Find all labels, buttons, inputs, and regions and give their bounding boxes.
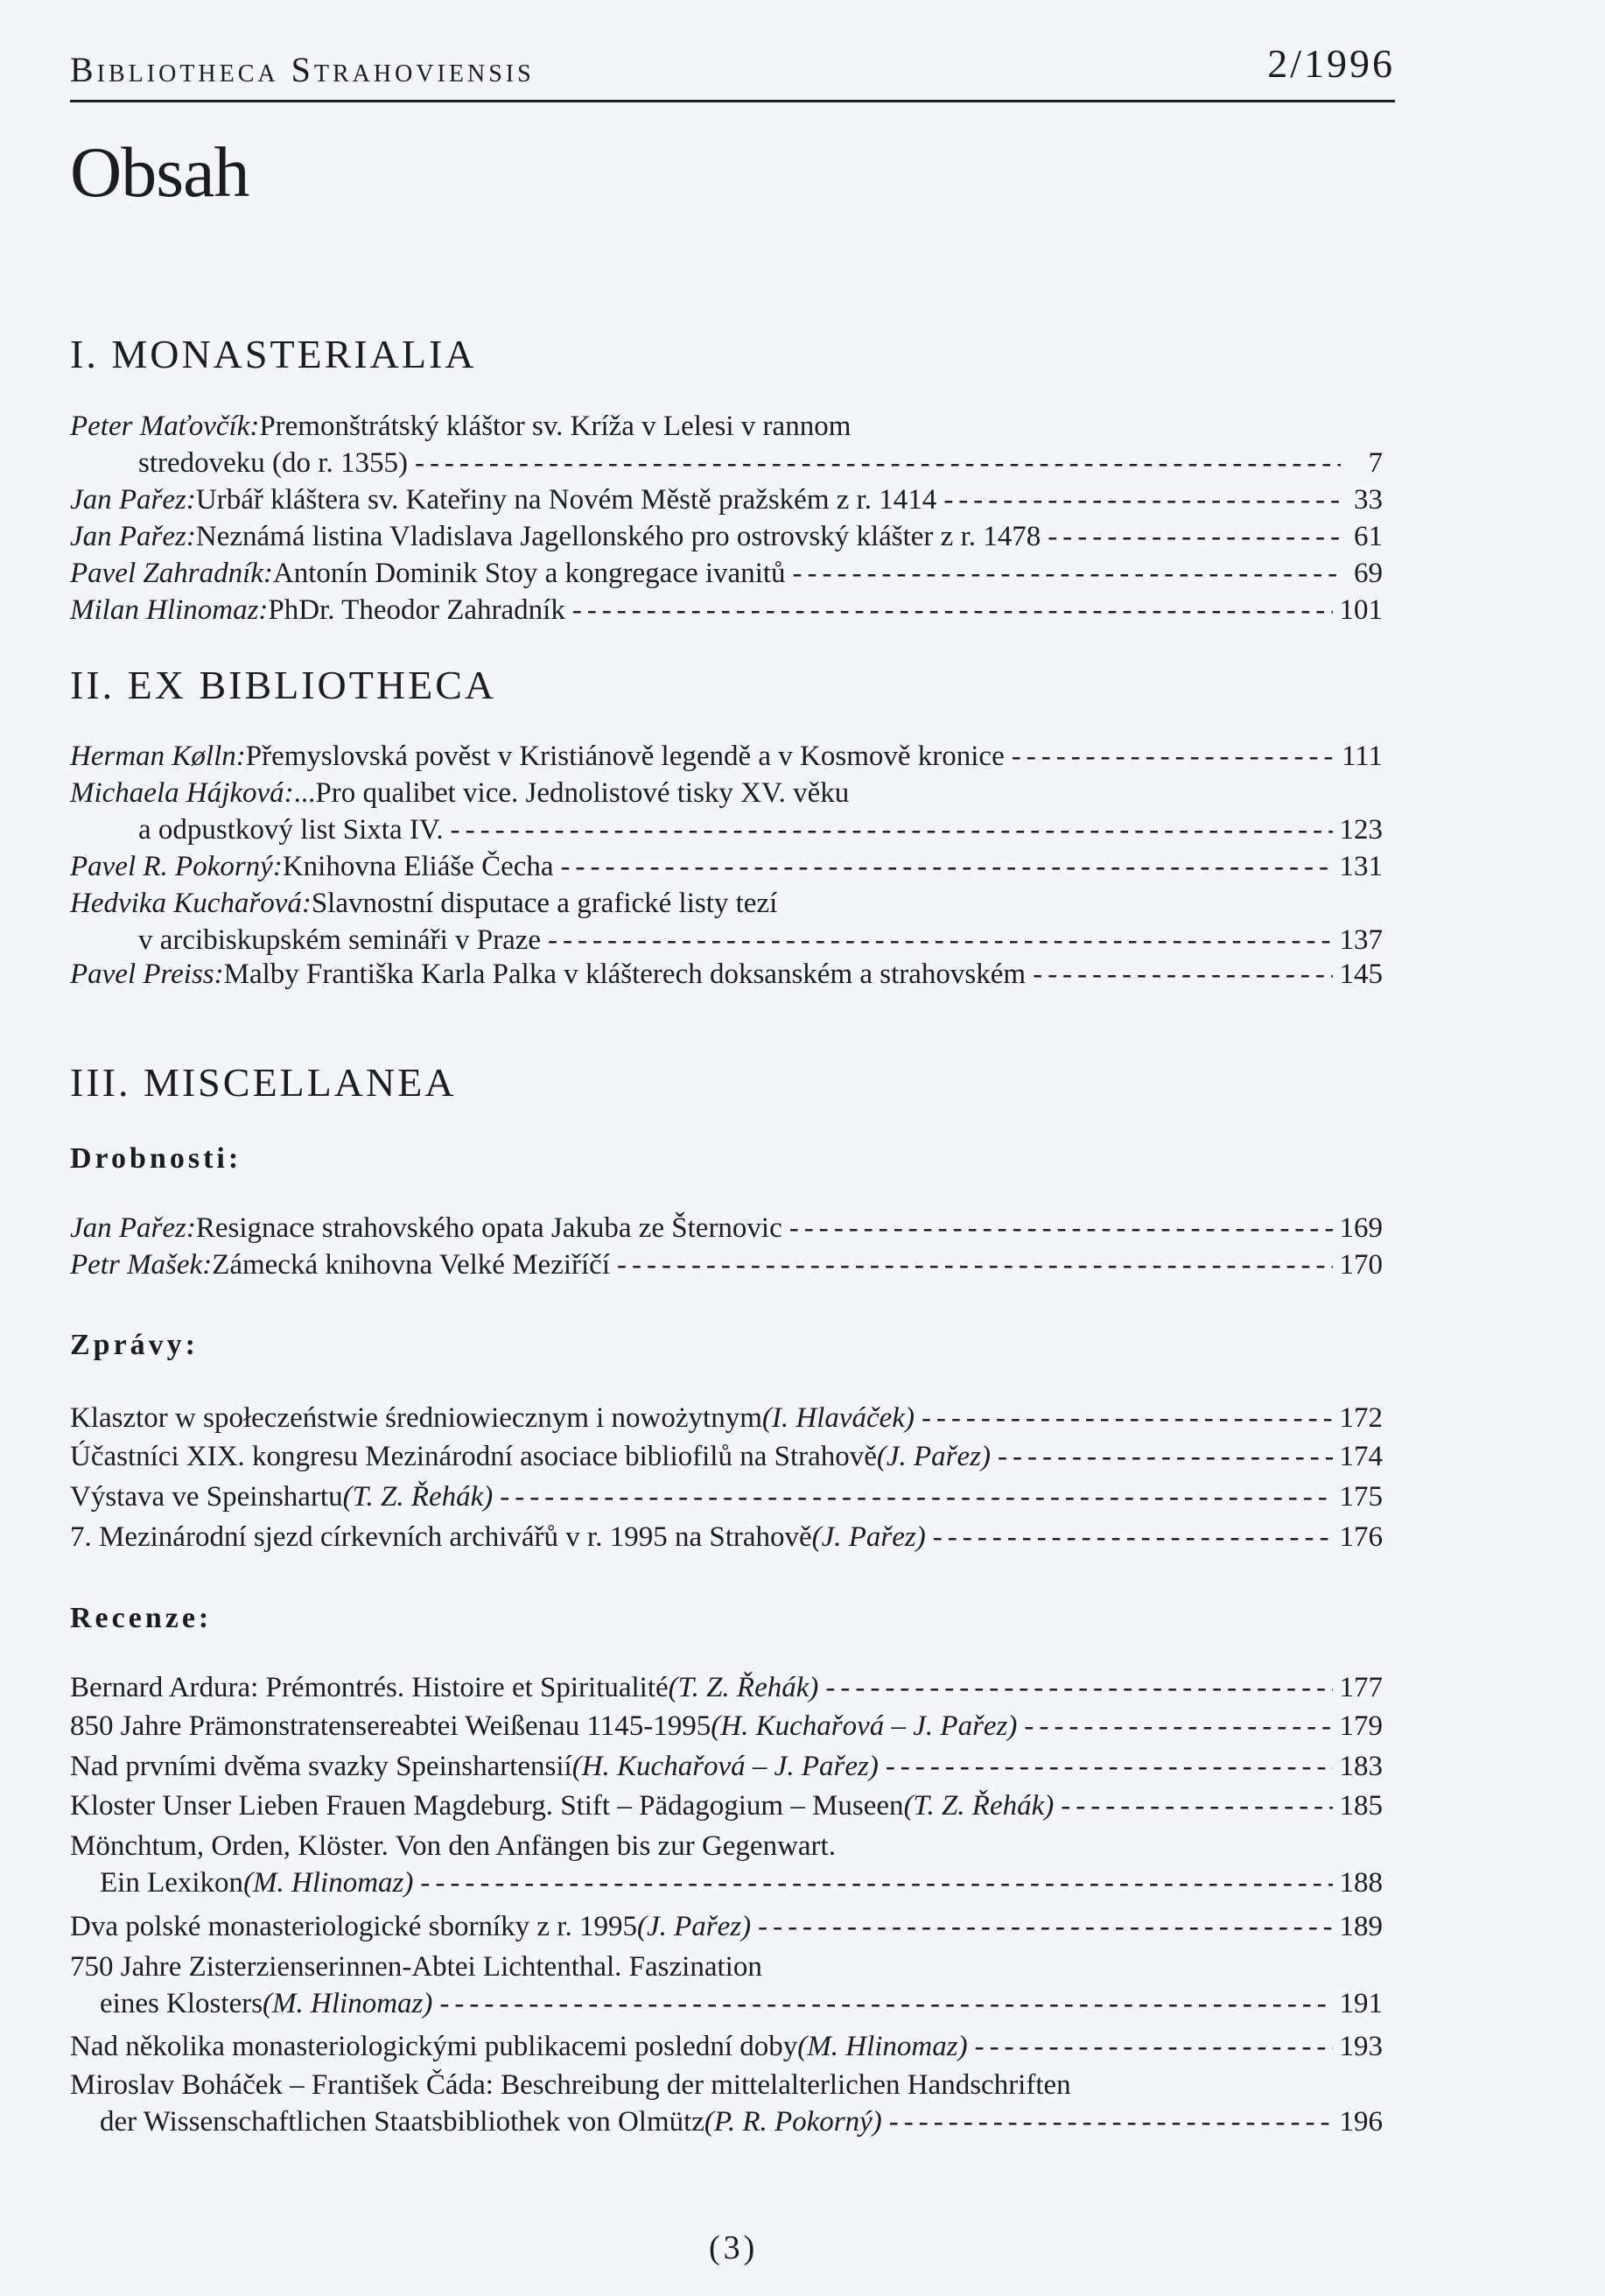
toc-entry xyxy=(70,2028,1383,2065)
entry-title: Knihovna Eliáše Čecha xyxy=(282,851,554,882)
entry-page: 196 xyxy=(1339,2106,1383,2138)
entry-title: Dva polské monasteriologické sborníky z r. 1995 xyxy=(70,1911,637,1942)
entry-author: Jan Pařez: xyxy=(70,484,196,516)
entry-author: Peter Maťovčík: xyxy=(70,411,260,442)
toc-entry xyxy=(70,1669,1383,1706)
entry-page: 7 xyxy=(1368,447,1383,479)
entry-title: Slavnostní disputace a grafické listy tezí xyxy=(311,888,778,919)
toc-entry xyxy=(70,592,1383,628)
entry-reviewer: (T. Z. Řehák) xyxy=(903,1790,1055,1822)
toc-entry xyxy=(70,1787,1383,1824)
toc-entry xyxy=(70,848,1383,885)
entry-title: Kloster Unser Lieben Frauen Magdeburg. Stift – Pädagogium – Museen xyxy=(70,1790,904,1822)
entry-page: 175 xyxy=(1339,1481,1383,1513)
entry-page: 111 xyxy=(1341,741,1383,772)
toc-entry xyxy=(70,2067,1383,2140)
entry-page: 137 xyxy=(1339,924,1383,956)
entry-author: Herman Kølln: xyxy=(70,741,246,772)
dot-leader xyxy=(572,592,1333,628)
dot-leader xyxy=(1012,738,1335,775)
toc-entry xyxy=(70,1246,1383,1283)
entry-reviewer: (J. Pařez) xyxy=(811,1521,926,1553)
entry-author: Hedvika Kuchařová: xyxy=(70,888,312,919)
toc-entry xyxy=(70,1210,1383,1246)
entry-author: Milan Hlinomaz: xyxy=(70,594,269,626)
issue-number: 2/1996 xyxy=(1267,41,1395,86)
entry-author: Jan Pařez: xyxy=(70,521,196,552)
entry-reviewer: (J. Pařez) xyxy=(876,1441,992,1472)
dot-leader xyxy=(500,1478,1332,1515)
entry-title: ...Pro qualibet vice. Jednolistové tisky XV. věku xyxy=(293,777,850,809)
dot-leader xyxy=(793,555,1341,592)
subsection-heading-zpravy: Zprávy: xyxy=(70,1329,199,1361)
toc-entry xyxy=(70,1478,1383,1515)
entry-title: Zámecká knihovna Velké Meziříčí xyxy=(212,1249,610,1281)
dot-leader xyxy=(889,2103,1333,2140)
entry-title: Bernard Ardura: Prémontrés. Histoire et Spiritualité xyxy=(70,1672,669,1703)
entry-author: Jan Pařez: xyxy=(70,1212,196,1244)
section-heading-miscellanea: III. MISCELLANEA xyxy=(70,1060,457,1105)
toc-entry xyxy=(70,518,1383,555)
dot-leader xyxy=(789,1210,1333,1246)
toc-entry xyxy=(70,1708,1383,1745)
subsection-heading-recenze: Recenze: xyxy=(70,1602,213,1634)
dot-leader xyxy=(1024,1708,1332,1745)
entry-reviewer: (H. Kuchařová – J. Pařez) xyxy=(571,1751,879,1782)
entry-reviewer: (M. Hlinomaz) xyxy=(263,1988,433,2019)
dot-leader xyxy=(933,1519,1333,1555)
entry-reviewer: (M. Hlinomaz) xyxy=(797,2031,968,2062)
entry-page: 193 xyxy=(1339,2031,1383,2062)
toc-entry xyxy=(70,1748,1383,1785)
entry-title-cont: v arcibiskupském semináři v Praze xyxy=(138,924,542,956)
entry-author: Pavel Zahradník: xyxy=(70,558,273,589)
entry-title-cont: der Wissenschaftlichen Staatsbibliothek von Olmütz xyxy=(100,2106,704,2138)
entry-title: 850 Jahre Prämonstratensereabtei Weißenau 1145-1995 xyxy=(70,1710,711,1742)
dot-leader xyxy=(886,1748,1333,1785)
entry-title: 750 Jahre Zisterzienserinnen-Abtei Lichtenthal. Faszination xyxy=(70,1951,762,1983)
entry-title: Resignace strahovského opata Jakuba ze Šternovic xyxy=(195,1212,782,1244)
entry-author: Michaela Hájková: xyxy=(70,777,294,809)
dot-leader xyxy=(420,1864,1332,1901)
dot-leader xyxy=(617,1246,1333,1283)
subsection-heading-drobnosti: Drobnosti: xyxy=(70,1142,242,1175)
entry-title: 7. Mezinárodní sjezd církevních archivářů v r. 1995 na Strahově xyxy=(70,1521,812,1553)
dot-leader xyxy=(943,481,1341,518)
toc-entry xyxy=(70,1948,1383,2022)
dot-leader xyxy=(1048,518,1341,555)
entry-reviewer: (T. Z. Řehák) xyxy=(668,1672,819,1703)
dot-leader xyxy=(439,1985,1332,2022)
entry-page: 172 xyxy=(1339,1402,1383,1434)
page-title: Obsah xyxy=(70,132,249,212)
entry-title: Přemyslovská pověst v Kristiánově legendě a v Kosmově kronice xyxy=(245,741,1005,772)
toc-entry xyxy=(70,1438,1383,1475)
dot-leader xyxy=(998,1438,1332,1475)
dot-leader xyxy=(1061,1787,1332,1824)
toc-entry xyxy=(70,738,1383,775)
entry-reviewer: (H. Kuchařová – J. Pařez) xyxy=(711,1710,1018,1742)
toc-entry xyxy=(70,555,1383,592)
toc-entry xyxy=(70,408,1383,481)
dot-leader xyxy=(561,848,1333,885)
dot-leader xyxy=(922,1400,1333,1436)
entry-page: 101 xyxy=(1339,594,1383,626)
entry-page: 170 xyxy=(1339,1249,1383,1281)
dot-leader xyxy=(825,1669,1332,1706)
toc-entry xyxy=(70,481,1383,518)
entry-page: 179 xyxy=(1339,1710,1383,1742)
entry-title-cont: eines Klosters xyxy=(100,1988,263,2019)
entry-page: 61 xyxy=(1354,521,1383,552)
dot-leader xyxy=(451,811,1333,848)
entry-title: Miroslav Boháček – František Čáda: Beschreibung der mittelalterlichen Handschriften xyxy=(70,2069,1071,2101)
toc-entry xyxy=(70,885,1383,958)
entry-title: Klasztor w społeczeństwie średniowiecznym i nowożytnym xyxy=(70,1402,762,1434)
entry-author: Pavel R. Pokorný: xyxy=(70,851,283,882)
entry-reviewer: (I. Hlaváček) xyxy=(761,1402,915,1434)
entry-title-cont: stredoveku (do r. 1355) xyxy=(138,447,408,479)
entry-page: 33 xyxy=(1354,484,1383,516)
entry-author: Pavel Preiss: xyxy=(70,958,224,990)
entry-title: Antonín Dominik Stoy a kongregace ivanitů xyxy=(272,558,786,589)
entry-reviewer: (M. Hlinomaz) xyxy=(243,1867,414,1899)
entry-reviewer: (T. Z. Řehák) xyxy=(342,1481,494,1513)
entry-page: 177 xyxy=(1339,1672,1383,1703)
entry-title: Mönchtum, Orden, Klöster. Von den Anfängen bis zur Gegenwart. xyxy=(70,1830,836,1862)
toc-entry xyxy=(70,1828,1383,1901)
entry-title: PhDr. Theodor Zahradník xyxy=(268,594,565,626)
section-heading-ex-bibliotheca: II. EX BIBLIOTHECA xyxy=(70,663,497,707)
entry-author: Petr Mašek: xyxy=(70,1249,213,1281)
entry-title: Nad několika monasteriologickými publikacemi poslední doby xyxy=(70,2031,798,2062)
dot-leader xyxy=(975,2028,1333,2065)
toc-entry xyxy=(70,775,1383,848)
section-heading-monasterialia: I. MONASTERIALIA xyxy=(70,332,477,376)
entry-page: 174 xyxy=(1339,1441,1383,1472)
entry-title-cont: Ein Lexikon xyxy=(100,1867,244,1899)
entry-title-cont: a odpustkový list Sixta IV. xyxy=(138,814,444,846)
entry-title: Účastníci XIX. kongresu Mezinárodní asociace bibliofilů na Strahově xyxy=(70,1441,877,1472)
entry-page: 169 xyxy=(1339,1212,1383,1244)
running-header xyxy=(70,33,1395,102)
entry-page: 191 xyxy=(1339,1988,1383,2019)
entry-page: 183 xyxy=(1339,1751,1383,1782)
entry-title: Premonštrátský kláštor sv. Kríža v Lelesi v rannom xyxy=(259,411,852,442)
dot-leader xyxy=(415,445,1341,481)
entry-page: 188 xyxy=(1339,1867,1383,1899)
entry-page: 185 xyxy=(1339,1790,1383,1822)
entry-page: 131 xyxy=(1339,851,1383,882)
journal-title: Bibliotheca Strahoviensis xyxy=(70,50,535,89)
entry-title: Neznámá listina Vladislava Jagellonského pro ostrovský klášter z r. 1478 xyxy=(195,521,1041,552)
entry-page: 123 xyxy=(1339,814,1383,846)
toc-entry xyxy=(70,956,1383,993)
toc-entry xyxy=(70,1519,1383,1555)
entry-reviewer: (P. R. Pokorný) xyxy=(704,2106,882,2138)
entry-reviewer: (J. Pařez) xyxy=(636,1911,752,1942)
entry-title: Výstava ve Speinshartu xyxy=(70,1481,343,1513)
entry-title: Urbář kláštera sv. Kateřiny na Novém Městě pražském z r. 1414 xyxy=(195,484,937,516)
entry-page: 145 xyxy=(1339,958,1383,990)
dot-leader xyxy=(548,922,1332,958)
dot-leader xyxy=(758,1908,1332,1945)
entry-title: Malby Františka Karla Palka v klášterech doksanském a strahovském xyxy=(223,958,1027,990)
entry-page: 69 xyxy=(1354,558,1383,589)
dot-leader xyxy=(1033,956,1332,993)
toc-entry xyxy=(70,1400,1383,1436)
page-number: (3) xyxy=(709,2229,759,2266)
entry-title: Nad prvními dvěma svazky Speinshartensií xyxy=(70,1751,572,1782)
entry-page: 176 xyxy=(1339,1521,1383,1553)
toc-entry xyxy=(70,1908,1383,1945)
entry-page: 189 xyxy=(1339,1911,1383,1942)
